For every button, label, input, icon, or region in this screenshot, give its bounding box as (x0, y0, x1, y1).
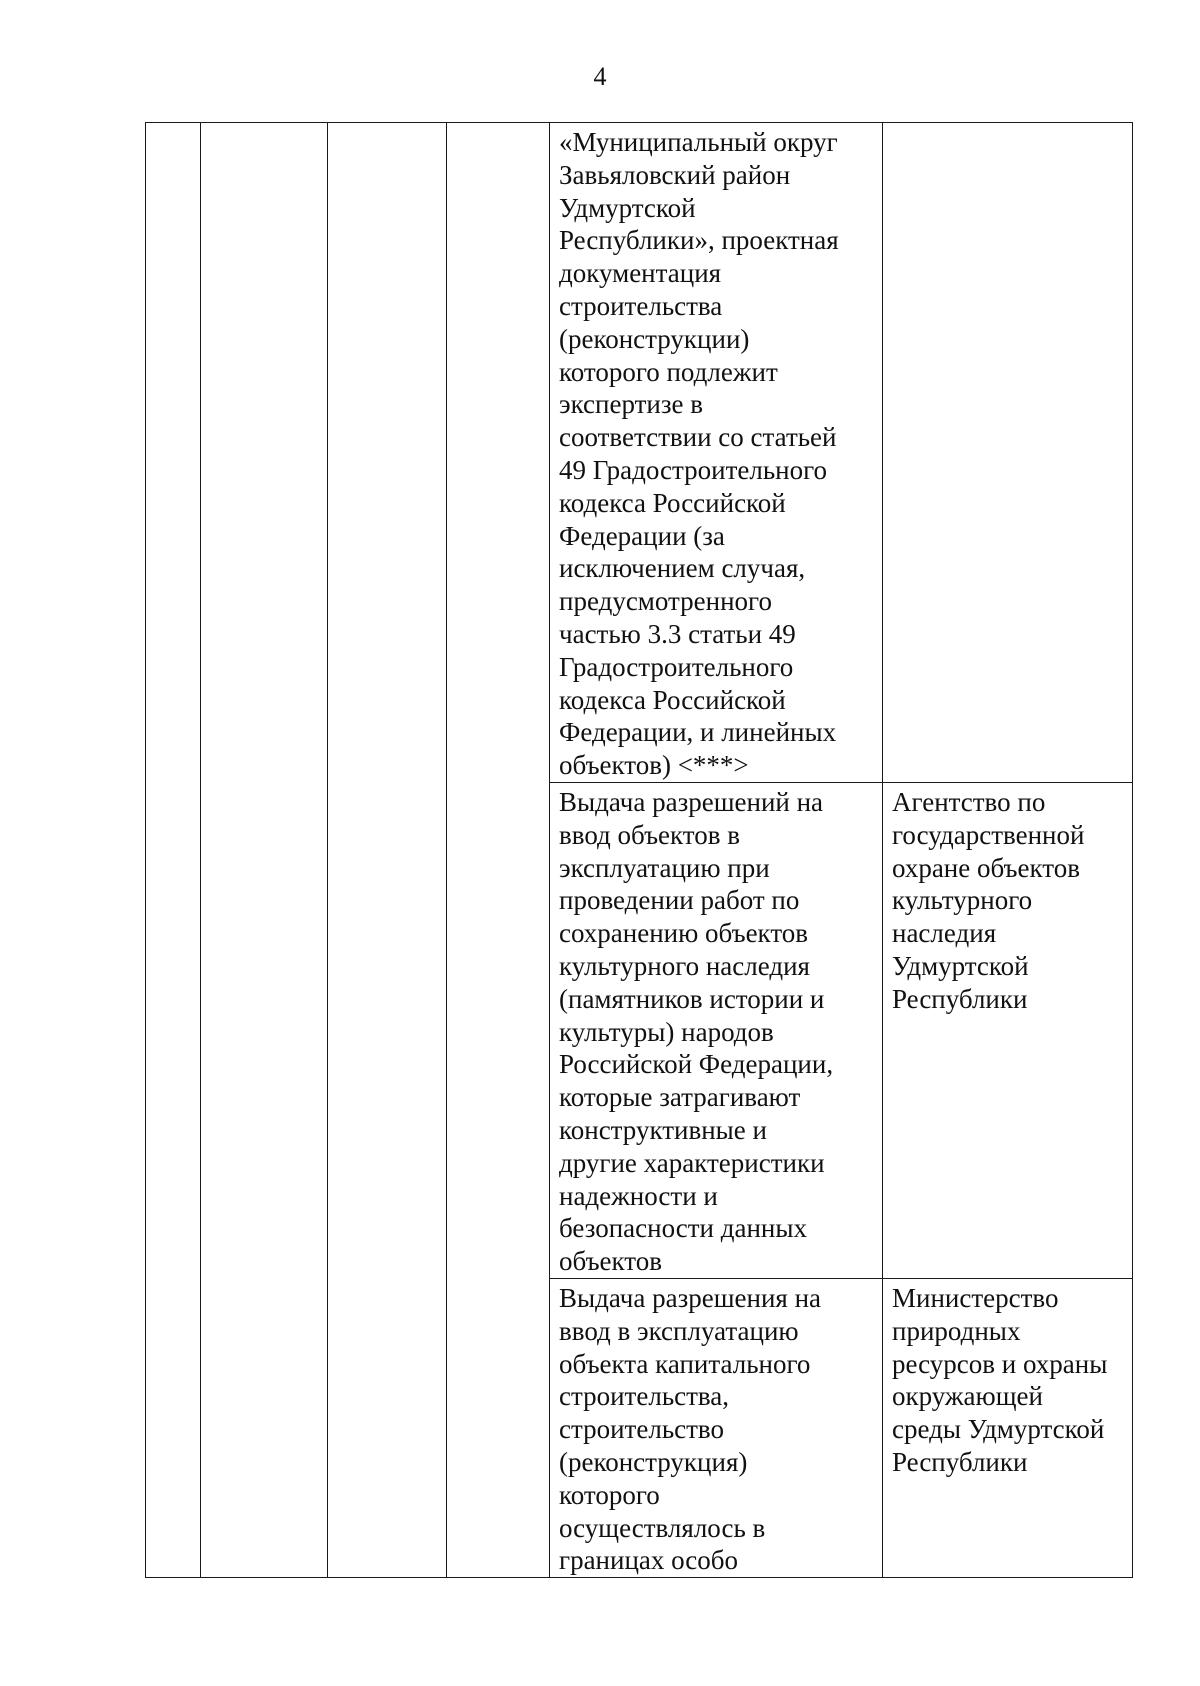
table-row (146, 123, 1133, 783)
authority-cell (883, 123, 1133, 783)
number-cell (146, 123, 201, 1578)
authority-cell: Агентство по государственной охране объектов культурного наследия Удмуртской Республики (883, 783, 1133, 1279)
column-2-cell (201, 123, 328, 1578)
authority-cell: Министерство природных ресурсов и охраны окружающей среды Удмуртской Республики (883, 1279, 1133, 1578)
page-number: 4 (593, 62, 607, 91)
service-cell: «Муниципальный округ Завьяловский район Удмуртской Республики», проектная документация строительства (реконструкции) которого подлежит экспертизе в соответствии со статьей 49 Градостроительного кодекса Российской Федерации (за исключением случая, предусмотренного частью 3.3 статьи 49 Градостроительного кодекса Российской Федерации, и линейных объектов) <***> (550, 123, 883, 783)
service-cell: Выдача разрешений на ввод объектов в эксплуатацию при проведении работ по сохранению объектов культурного наследия (памятников истории и культуры) народов Российской Федерации, которые затрагивают конструктивные и другие характеристики надежности и безопасности данных объектов (550, 783, 883, 1279)
column-4-cell (447, 123, 550, 1578)
services-table (145, 122, 1133, 1578)
column-3-cell (328, 123, 447, 1578)
service-cell: Выдача разрешения на ввод в эксплуатацию объекта капитального строительства, строительство (реконструкция) которого осуществлялось в границах особо (550, 1279, 883, 1578)
